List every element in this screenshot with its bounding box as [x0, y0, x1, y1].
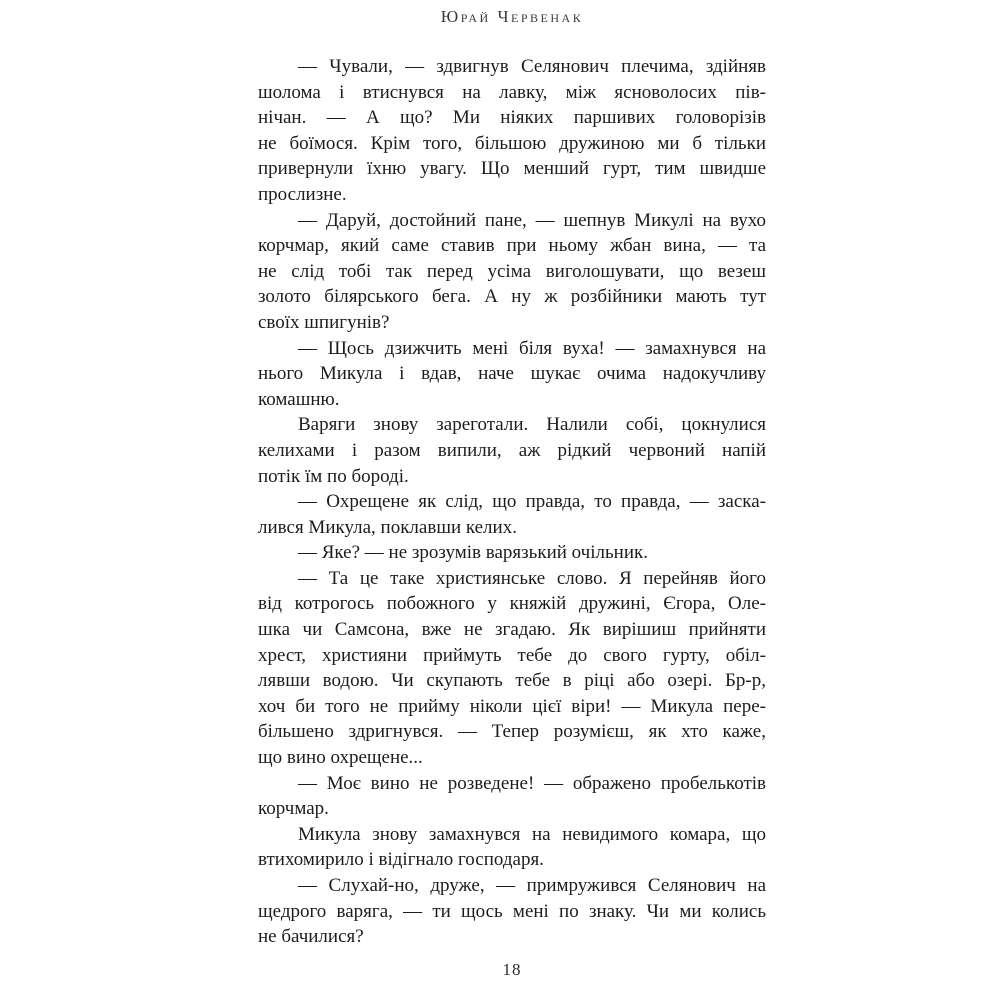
text-line: лився Микула, поклавши келих.: [258, 516, 517, 538]
text-line: корчмар, який саме ставив при ньому жбан вина, — та: [258, 235, 766, 257]
text-line: — Чували, — здвигнув Селянович плечима, здійняв: [298, 56, 766, 77]
text-line: — Та це таке християнське слово. Я перейняв його: [298, 567, 766, 589]
text-line: — Щось дзижчить мені біля вуха! — замахнувся на: [298, 337, 766, 359]
text-line: шолома і втиснувся на лавку, між ясноволосих пів-: [258, 81, 766, 103]
text-line: хрест, християни приймуть тебе до свого гурту, обіл-: [258, 644, 766, 666]
text-line: привернули їхню увагу. Що менший гурт, тим швидше: [258, 158, 766, 180]
paragraph: [258, 336, 766, 413]
text-line: келихами і разом випили, аж рідкий червоний напій: [258, 439, 766, 461]
paragraph: [258, 412, 766, 489]
paragraph: [258, 822, 766, 873]
text-line: лявши водою. Чи скупають тебе в ріці або озері. Бр-р,: [258, 670, 766, 692]
text-line: Микула знову замахнувся на невидимого комара, що: [298, 823, 766, 845]
text-line: нього Микула і вдав, наче шукає очима надокучливу: [258, 363, 766, 385]
text-line: — Даруй, достойний пане, — шепнув Микулі на вухо: [298, 209, 766, 231]
text-line: хоч би того не прийму ніколи цієї віри! — Микула пере-: [258, 695, 766, 717]
body-text: [258, 54, 766, 950]
text-line: більшено здригнувся. — Тепер розумієш, як хто каже,: [258, 721, 766, 743]
text-line: від котрогось побожного у княжій дружині, Єгора, Оле-: [258, 593, 766, 615]
text-line: золото білярського бега. А ну ж розбійники мають тут: [258, 286, 766, 308]
text-line: не боїмося. Крім того, більшою дружиною ми б тільки: [258, 132, 766, 154]
text-line: прослизне.: [258, 183, 347, 205]
paragraph: [258, 540, 766, 566]
text-line: що вино охрещене...: [258, 747, 423, 769]
text-line: щедрого варяга, — ти щось мені по знаку. Чи ми колись: [258, 900, 766, 922]
text-line: корчмар.: [258, 798, 329, 820]
text-line: втихомирило і відігнало господаря.: [258, 849, 544, 871]
text-line: комашню.: [258, 388, 340, 410]
text-line: Варяги знову зареготали. Налили собі, цокнулися: [298, 414, 766, 436]
paragraph: [258, 566, 766, 771]
paragraph: [258, 873, 766, 950]
text-line: потік їм по бороді.: [258, 465, 409, 487]
text-line: нічан. — А що? Ми ніяких паршивих головорізів: [258, 107, 766, 129]
running-header-author: Юрай Червенак: [440, 7, 584, 26]
paragraph: [258, 208, 766, 336]
text-line: своїх шпигунів?: [258, 311, 390, 333]
paragraph: [258, 489, 766, 540]
text-line: не бачилися?: [258, 926, 364, 948]
text-line: — Яке? — не зрозумів варязький очільник.: [298, 542, 648, 564]
page-number: 18: [502, 960, 522, 979]
paragraph: [258, 771, 766, 822]
text-line: не слід тобі так перед усіма виголошувати, що везеш: [258, 260, 766, 282]
text-line: шка чи Самсона, вже не згадаю. Як вирішиш прийняти: [258, 619, 766, 641]
text-line: — Слухай-но, друже, — примружився Селянович на: [298, 875, 766, 896]
text-line: — Охрещене як слід, що правда, то правда, — заска-: [298, 491, 766, 513]
text-line: — Моє вино не розведене! — ображено пробелькотів: [298, 772, 766, 794]
paragraph: [258, 54, 766, 208]
